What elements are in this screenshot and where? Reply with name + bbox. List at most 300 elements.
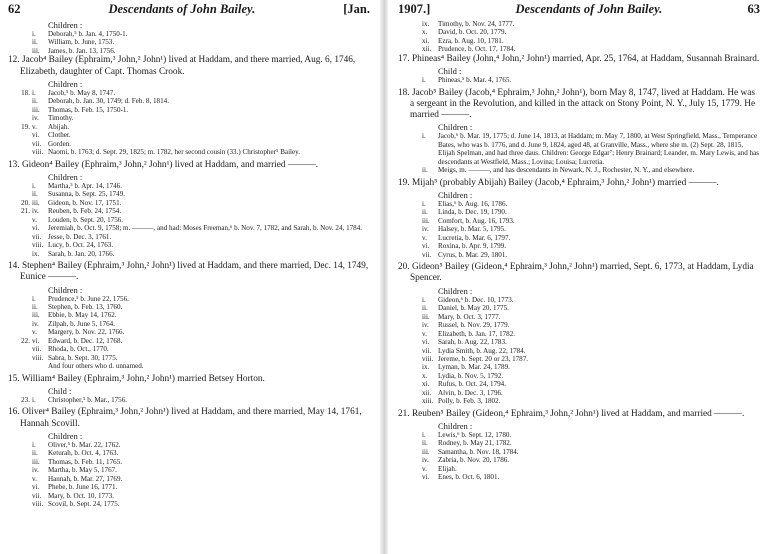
child-row	[8, 199, 370, 207]
child-row	[8, 114, 370, 122]
child-row	[398, 330, 760, 338]
child-text: Rufus, b. Oct. 24, 1794.	[438, 380, 506, 389]
child-generation-number	[398, 200, 422, 208]
child-roman-numeral: ii.	[422, 208, 428, 217]
child-roman-numeral: x.	[422, 28, 428, 37]
child-row	[8, 483, 370, 491]
children-list	[8, 396, 370, 404]
children-list	[8, 182, 370, 258]
child-generation-number	[398, 380, 422, 388]
child-generation-number	[398, 208, 422, 216]
child-generation-number	[8, 483, 32, 491]
entry-text: William⁴ Bailey (Ephraim,³ John,² John¹) married Betsey Horton.	[21, 373, 265, 384]
child-row	[398, 473, 760, 481]
entry-text: Jacob⁴ Bailey (Ephraim,³ John,² John¹) lived at Haddam, and there married, Aug. 6, 1746, Elizabeth, daughter of Capt. Thomas Crook.	[20, 55, 356, 77]
child-generation-number	[8, 241, 32, 249]
child-generation-number	[8, 233, 32, 241]
child-text: Thomas, b. Feb. 11, 1765.	[48, 457, 123, 466]
child-generation-number	[398, 37, 422, 45]
child-generation-number	[398, 389, 422, 397]
child-roman-numeral: i.	[32, 395, 36, 404]
child-generation-number	[398, 20, 422, 28]
child-generation-number	[398, 217, 422, 225]
child-text: Samantha, b. Nov. 18, 1784.	[438, 447, 519, 456]
left-page-number: 62	[8, 2, 21, 16]
child-text: Lewis,⁶ b. Sept. 12, 1780.	[438, 430, 512, 439]
child-roman-numeral: v.	[32, 474, 37, 483]
child-generation-number: 18.	[21, 88, 30, 97]
child-text: Jacob,⁵ b. May 8, 1747.	[48, 88, 116, 97]
child-generation-number	[398, 132, 422, 166]
child-text: Gorden.	[48, 139, 72, 148]
entry-number: 16.	[8, 407, 20, 418]
child-roman-numeral: i.	[422, 430, 426, 439]
entry-paragraph	[8, 160, 370, 171]
child-text: Rodney, b. May 21, 1782.	[438, 439, 512, 448]
children-list	[398, 76, 760, 84]
child-text: Lyman, b. Mar. 24, 1789.	[438, 363, 510, 372]
child-roman-numeral: v.	[422, 233, 427, 242]
child-roman-numeral: v.	[32, 122, 37, 131]
child-roman-numeral: vii.	[32, 345, 42, 354]
child-text: Russel, b. Nov. 29, 1779.	[438, 321, 510, 330]
child-roman-numeral: i.	[422, 200, 426, 209]
child-row	[8, 131, 370, 139]
genealogy-entry	[398, 178, 760, 259]
child-roman-numeral: ii.	[422, 304, 428, 313]
child-roman-numeral: xiii.	[422, 397, 434, 406]
child-roman-numeral: ii.	[422, 166, 428, 175]
right-page-date: 1907.]	[398, 2, 431, 16]
child-row	[8, 224, 370, 232]
children-list	[398, 431, 760, 482]
child-generation-number	[398, 304, 422, 312]
child-row	[8, 337, 370, 345]
child-text: Abijah.	[48, 122, 70, 131]
entry-number: 14.	[8, 260, 20, 271]
child-generation-number	[398, 251, 422, 259]
child-roman-numeral: ii.	[32, 190, 38, 199]
child-generation-number	[398, 347, 422, 355]
child-generation-number	[398, 465, 422, 473]
child-roman-numeral: vi.	[32, 224, 40, 233]
children-label: Children :	[48, 78, 83, 89]
child-text: Prudence,⁵ b. June 22, 1756.	[48, 294, 129, 303]
child-row	[8, 106, 370, 114]
child-text: Elias,⁶ b. Aug. 16, 1786.	[438, 200, 508, 209]
child-text: Meigs, m. ———, and has descendants in Newark, N. J., Rochester, N. Y., and elsewhere.	[438, 166, 695, 175]
child-row	[398, 321, 760, 329]
child-generation-number	[8, 500, 32, 508]
child-text: Rhoda, b. Oct., 1770.	[48, 345, 109, 354]
child-generation-number	[8, 216, 32, 224]
child-generation-number	[398, 363, 422, 371]
child-generation-number	[398, 330, 422, 338]
child-text: David, b. Oct. 20, 1779.	[438, 28, 507, 37]
child-text: Halsey, b. Mar. 5, 1795.	[438, 225, 506, 234]
child-generation-number	[8, 30, 32, 38]
child-row	[398, 45, 760, 53]
child-roman-numeral: ii.	[32, 38, 38, 47]
entry-paragraph	[8, 261, 370, 284]
genealogy-entry	[8, 374, 370, 405]
child-roman-numeral: i.	[422, 295, 426, 304]
child-text: Linda, b. Dec. 19, 1790.	[438, 208, 507, 217]
genealogy-entry	[8, 261, 370, 371]
child-row	[8, 216, 370, 224]
left-top-children-label: Children :	[48, 20, 83, 30]
children-label: Child :	[438, 66, 462, 77]
children-label: Children :	[438, 122, 473, 133]
child-roman-numeral: v.	[32, 215, 37, 224]
child-text: Stephen, b. Feb. 13, 1760.	[48, 303, 123, 311]
child-row	[8, 354, 370, 362]
child-row	[8, 148, 370, 156]
entry-text: Reuben⁵ Bailey (Gideon,⁴ Ephraim,³ John,² John¹) lived at Haddam, and married ———.	[411, 408, 745, 419]
entry-paragraph	[398, 178, 760, 189]
child-text: Louden, b. Sept. 20, 1756.	[48, 215, 124, 224]
child-generation-number	[8, 38, 32, 46]
child-row	[398, 456, 760, 464]
child-roman-numeral: vi.	[422, 242, 430, 251]
child-generation-number	[398, 45, 422, 53]
child-roman-numeral: iii.	[422, 312, 430, 321]
child-row	[398, 208, 760, 216]
child-roman-numeral: vi.	[32, 336, 40, 345]
child-roman-numeral: iii.	[422, 447, 430, 456]
child-generation-number	[398, 448, 422, 456]
child-generation-number: 19.	[21, 122, 30, 131]
child-roman-numeral: vi.	[422, 338, 430, 347]
child-row	[398, 347, 760, 355]
entry-number: 15.	[8, 373, 20, 384]
child-row	[8, 295, 370, 303]
child-roman-numeral: iv.	[32, 466, 39, 475]
child-text: Jesse, b. Dec. 3, 1761.	[48, 232, 112, 241]
child-text: Timothy.	[48, 114, 74, 123]
child-text: Hannah, b. Mar. 27, 1769.	[48, 474, 123, 483]
child-text: Mary, b. Oct. 10, 1773.	[48, 491, 114, 500]
entry-paragraph	[8, 407, 370, 430]
child-row	[8, 241, 370, 249]
child-text: Ezra, b. Aug. 10, 1781.	[438, 36, 504, 45]
child-roman-numeral: viii.	[422, 354, 434, 363]
child-roman-numeral: i.	[422, 132, 426, 141]
entry-text: Jacob⁵ Bailey (Jacob,⁴ Ephraim,³ John,² John¹), born May 8, 1747, lived at Haddam. He was a sergeant in the Revolution, and killed in the attack on Stony Point, N. Y., July 15, 1779. He married ———.	[410, 87, 756, 121]
children-list	[8, 295, 370, 363]
child-row	[398, 338, 760, 346]
child-generation-number	[398, 338, 422, 346]
child-generation-number	[8, 295, 32, 303]
child-roman-numeral: xi.	[422, 36, 430, 45]
child-generation-number	[8, 303, 32, 311]
entry-number: 18.	[398, 87, 410, 98]
entry-number: 17.	[398, 53, 410, 64]
child-generation-number	[398, 321, 422, 329]
child-generation-number	[398, 296, 422, 304]
child-generation-number	[398, 431, 422, 439]
children-label: Children :	[438, 190, 473, 201]
child-text: Keturah, b. Oct. 4, 1763.	[48, 449, 119, 458]
child-row	[398, 225, 760, 233]
child-roman-numeral: vi.	[32, 483, 40, 492]
child-roman-numeral: iv.	[32, 319, 39, 328]
child-roman-numeral: xii.	[422, 388, 432, 397]
child-text: Gideon,⁶ b. Dec. 10, 1773.	[438, 295, 514, 304]
child-generation-number	[398, 355, 422, 363]
child-generation-number	[398, 397, 422, 405]
child-roman-numeral: i.	[32, 294, 36, 303]
child-text: Susanna, b. Sept. 25, 1749.	[48, 190, 126, 199]
child-roman-numeral: iii.	[422, 216, 430, 225]
child-roman-numeral: xi.	[422, 380, 430, 389]
child-text: Lucretia, b. Mar. 6, 1797.	[438, 233, 511, 242]
child-generation-number	[8, 449, 32, 457]
child-row	[8, 233, 370, 241]
entry-paragraph	[8, 374, 370, 385]
child-text: Deborah, b. Jan. 30, 1749; d. Feb. 8, 1814.	[48, 97, 169, 106]
right-top-children	[398, 20, 760, 54]
entry-text: Stephen⁴ Bailey (Ephraim,³ John,² John¹) lived at Haddam, and there married, Dec. 14, 1749, Eunice ———.	[20, 260, 369, 283]
child-roman-numeral: vii.	[32, 232, 42, 241]
child-text: Jereme, b. Sept. 20 or 23, 1787.	[438, 354, 529, 363]
child-roman-numeral: iii.	[32, 311, 40, 320]
entry-number: 12.	[8, 55, 20, 66]
right-page	[388, 0, 768, 554]
children-label: Children :	[438, 285, 473, 296]
child-row	[398, 20, 760, 28]
child-generation-number	[8, 224, 32, 232]
child-roman-numeral: ii.	[422, 439, 428, 448]
entry-number: 21.	[398, 408, 410, 419]
child-generation-number: 20.	[21, 198, 30, 207]
left-page	[0, 0, 380, 554]
entry-text: Gideon⁵ Bailey (Gideon,⁴ Ephraim,³ John,² John¹) married, Sept. 6, 1773, at Haddam, Lydia Spencer.	[410, 262, 754, 284]
child-generation-number	[398, 372, 422, 380]
right-page-title: Descendants of John Bailey.	[515, 2, 663, 16]
child-roman-numeral: vii.	[32, 491, 42, 500]
entry-text: Oliver⁴ Bailey (Ephraim,³ John,² John¹) lived at Haddam, and there married, May 14, 1761, Hannah Scovill.	[20, 407, 362, 429]
entry-number: 13.	[8, 159, 20, 170]
entry-paragraph	[398, 262, 760, 285]
children-list	[8, 441, 370, 509]
child-row	[398, 448, 760, 456]
child-text: Margery, b. Nov. 22, 1766.	[48, 328, 125, 337]
child-row	[8, 250, 370, 258]
child-row	[398, 28, 760, 36]
child-row	[8, 396, 370, 404]
child-roman-numeral: v.	[422, 329, 427, 338]
child-row	[8, 311, 370, 319]
child-row	[8, 328, 370, 336]
child-row	[8, 441, 370, 449]
child-text: Jacob,⁶ b. Mar. 19, 1775; d. June 14, 1813, at Haddam; m. May 7, 1800, at West Springfield, Mass., Temperance Bates, who was b. 1776, and d. June 9, 1824, aged 48, at Granville, Mass., where she m. (2) Sept. 28, 1815, Elijah Spelman, and had three daus. Children: George Edgar⁷; Henry Brainard; Leander, m. Mary Lewis, and has descendants at Westfield, Mass.; Lovina; Louisa; Lucretia.	[438, 132, 759, 166]
children-label: Children :	[48, 430, 83, 441]
left-page-date: [Jan.	[343, 2, 370, 16]
child-row	[398, 132, 760, 166]
child-row	[8, 458, 370, 466]
child-text: Comfort, b. Aug. 16, 1793.	[438, 216, 515, 225]
child-row	[398, 372, 760, 380]
child-roman-numeral: iii.	[32, 46, 40, 55]
child-roman-numeral: ii.	[32, 303, 38, 311]
children-list	[398, 296, 760, 406]
child-generation-number	[8, 320, 32, 328]
left-entries	[8, 55, 370, 508]
child-text: Naomi, b. 1763; d. Sept. 29, 1825; m. 1782, her second cousin (33.) Christopher⁵ Bailey.	[48, 148, 301, 157]
child-row	[398, 439, 760, 447]
child-text: Edward, b. Dec. 12, 1768.	[48, 336, 123, 345]
child-generation-number	[8, 190, 32, 198]
child-text: Oliver,⁵ b. Mar. 22, 1762.	[48, 440, 121, 449]
child-generation-number	[398, 439, 422, 447]
child-text: Zabria, b. Nov. 20, 1786.	[438, 456, 510, 465]
children-list	[398, 132, 760, 174]
child-row	[398, 217, 760, 225]
child-roman-numeral: ix.	[32, 249, 40, 258]
child-generation-number	[8, 182, 32, 190]
child-row	[398, 251, 760, 259]
child-generation-number	[8, 492, 32, 500]
child-generation-number	[398, 225, 422, 233]
child-text: Thomas, b. Feb. 15, 1750-1.	[48, 105, 129, 114]
right-page-number: 63	[747, 2, 760, 16]
child-row	[398, 242, 760, 250]
child-roman-numeral: viii.	[32, 148, 44, 157]
children-label: Children :	[438, 420, 473, 431]
child-row	[8, 89, 370, 97]
child-row	[8, 140, 370, 148]
child-row	[8, 303, 370, 311]
child-text: Lydia Smith, b. Aug. 22, 1784.	[438, 346, 526, 355]
genealogy-entry	[398, 88, 760, 175]
child-text: Elizabeth, b. Jan. 17, 1782.	[438, 329, 516, 338]
child-roman-numeral: iv.	[32, 207, 39, 216]
right-entries	[398, 54, 760, 482]
child-generation-number	[8, 114, 32, 122]
child-generation-number	[398, 456, 422, 464]
children-label: Child :	[48, 385, 72, 396]
child-roman-numeral: ii.	[32, 449, 38, 458]
child-roman-numeral: vii.	[32, 139, 42, 148]
child-roman-numeral: ix.	[422, 20, 430, 28]
children-list	[8, 89, 370, 157]
child-generation-number	[398, 28, 422, 36]
child-row	[398, 200, 760, 208]
genealogy-entry	[398, 409, 760, 482]
child-text: Sabra, b. Sept. 30, 1775.	[48, 353, 118, 362]
child-row	[398, 380, 760, 388]
child-text: Lydia, b. Nov. 5, 1792.	[438, 371, 504, 380]
child-row	[8, 30, 370, 38]
child-row	[8, 500, 370, 508]
child-generation-number	[398, 234, 422, 242]
entry-number: 19.	[398, 177, 410, 188]
book-gutter	[380, 0, 388, 554]
child-text: Cyrus, b. Mar. 29, 1801.	[438, 250, 508, 259]
genealogy-entry	[398, 54, 760, 85]
child-roman-numeral: i.	[32, 88, 36, 97]
genealogy-entry	[8, 160, 370, 258]
child-row	[8, 123, 370, 131]
child-roman-numeral: iii.	[32, 198, 40, 207]
genealogy-entry	[398, 262, 760, 405]
child-generation-number	[8, 106, 32, 114]
child-generation-number	[8, 466, 32, 474]
child-generation-number	[8, 97, 32, 105]
child-roman-numeral: iv.	[422, 225, 429, 234]
child-row	[398, 296, 760, 304]
child-text: Polly, b. Feb. 3, 1802.	[438, 397, 501, 406]
left-top-children	[8, 30, 370, 55]
child-generation-number	[398, 313, 422, 321]
children-list	[398, 200, 760, 259]
child-text: Mary, b. Oct. 3, 1777.	[438, 312, 501, 321]
child-roman-numeral: i.	[422, 76, 426, 85]
child-row	[8, 475, 370, 483]
child-text: Clother.	[48, 131, 71, 140]
child-text: Ebbie, b. May 14, 1762.	[48, 311, 117, 320]
child-text: Daniel, b. May 20, 1775.	[438, 304, 509, 313]
child-row	[398, 465, 760, 473]
child-text: Scovil, b. Sept. 24, 1775.	[48, 500, 120, 509]
child-text: James, b. Jan. 13, 1756.	[48, 46, 116, 55]
child-roman-numeral: iv.	[422, 321, 429, 330]
child-row	[398, 37, 760, 45]
child-text: Zilpah, b. June 5, 1764.	[48, 319, 115, 328]
child-generation-number	[8, 354, 32, 362]
child-row	[8, 207, 370, 215]
child-generation-number	[8, 148, 32, 156]
child-generation-number	[398, 166, 422, 174]
child-generation-number	[398, 242, 422, 250]
child-roman-numeral: iv.	[422, 456, 429, 465]
child-text: Martha,⁵ b. Apr. 14, 1746.	[48, 181, 122, 190]
child-row	[8, 492, 370, 500]
child-roman-numeral: viii.	[32, 500, 44, 509]
child-text: Deborah,⁵ b. Jan. 4, 1750-1.	[48, 30, 128, 38]
child-text: Christopher,⁵ b. Mar., 1756.	[48, 395, 128, 404]
child-generation-number	[8, 250, 32, 258]
child-row	[398, 76, 760, 84]
entry-text: Mijah⁵ (probably Abijah) Bailey (Jacob,⁴ Ephraim,³ John,² John¹) married ———.	[411, 177, 719, 188]
child-text: Roxina, b. Apr. 9, 1799.	[438, 242, 506, 251]
child-row	[8, 345, 370, 353]
child-text: Phebe, b. June 16, 1771.	[48, 483, 118, 492]
left-running-head	[8, 2, 370, 17]
child-generation-number	[8, 458, 32, 466]
child-roman-numeral: iv.	[32, 114, 39, 123]
child-row	[8, 38, 370, 46]
child-text: Enes, b. Oct. 6, 1801.	[438, 473, 500, 482]
child-text: Reuben, b. Feb. 24, 1754.	[48, 207, 122, 216]
child-roman-numeral: i.	[32, 30, 36, 38]
child-text: Prudence, b. Oct. 17, 1784.	[438, 45, 516, 54]
child-roman-numeral: i.	[32, 181, 36, 190]
child-row	[398, 304, 760, 312]
entry-text: Gideon⁴ Bailey (Ephraim,³ John,² John¹) lived at Haddam, and married ———.	[21, 159, 319, 170]
child-row	[398, 234, 760, 242]
child-text: Jeremiah, b. Oct. 9, 1758; m. ———, and had: Moses Freeman,⁶ b. Nov. 7, 1782, and Sarah, b. Nov. 24, 1784.	[48, 224, 363, 233]
entry-note: And four others who d. unnamed.	[48, 362, 144, 371]
child-row	[398, 397, 760, 405]
child-text: William, b. June, 1753.	[48, 38, 115, 47]
child-generation-number	[8, 475, 32, 483]
entry-text: Phineas⁴ Bailey (John,⁴ John,² John¹) married, Apr. 25, 1764, at Haddam, Susannah Brainard.	[411, 53, 760, 64]
entry-number: 20.	[398, 262, 410, 273]
child-roman-numeral: vi.	[32, 131, 40, 140]
child-row	[8, 449, 370, 457]
